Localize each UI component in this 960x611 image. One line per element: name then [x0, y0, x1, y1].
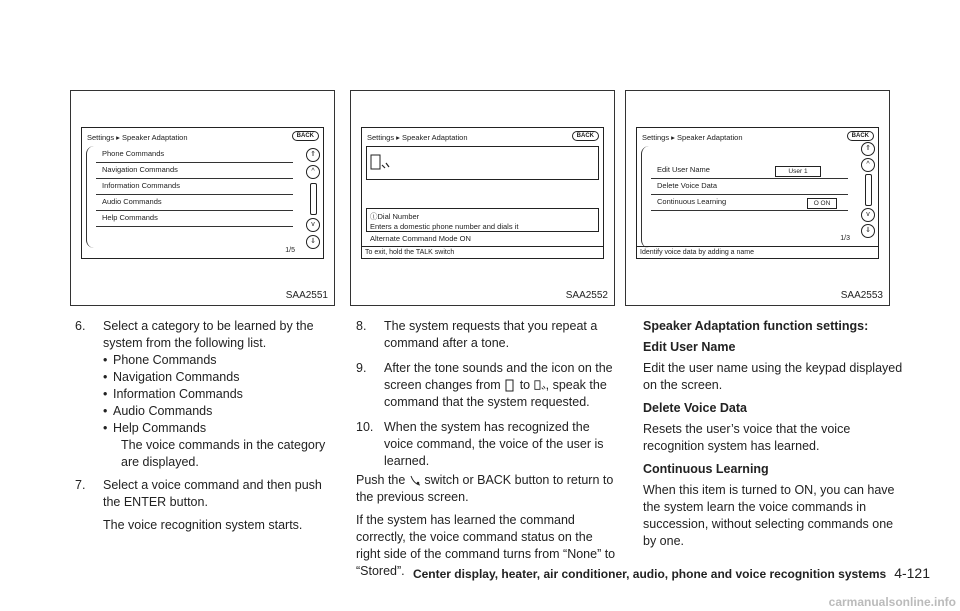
- step-text: The system requests that you repeat a command after a tone.: [384, 319, 598, 350]
- scroll-up-icon[interactable]: ⇑: [306, 148, 320, 162]
- screen-header: Settings ▸ Speaker Adaptation: [642, 133, 743, 142]
- step-7-note: The voice recognition system starts.: [103, 518, 303, 532]
- bullet-item: • Navigation Commands: [75, 369, 337, 386]
- info-title: Dial Number: [377, 212, 420, 221]
- figure-saa2552: [350, 90, 615, 306]
- step-number: 6.: [75, 319, 86, 333]
- voice-status-box: [366, 146, 599, 180]
- back-button[interactable]: BACK: [847, 131, 874, 141]
- figure-saa2551: [70, 90, 335, 306]
- step-text: Select a category to be learned by the system from the following list.: [103, 319, 314, 350]
- step-9-text-c: , speak the command that the system requested.: [384, 378, 607, 409]
- step-9-text-a: After the tone sounds and the icon on the screen changes from: [384, 361, 613, 392]
- text-edit-user-name: Edit the user name using the keypad displayed on the screen.: [643, 361, 903, 392]
- screen-settings: [636, 127, 879, 259]
- step-number: 9.: [356, 361, 367, 375]
- setting-label: Continuous Learning: [657, 197, 727, 206]
- text-delete-voice-data: Resets the user’s voice that the voice recognition system has learned.: [643, 422, 851, 453]
- setting-label: Edit User Name: [657, 165, 710, 174]
- step-number: 7.: [75, 478, 86, 492]
- bullet-item: • Information Commands: [75, 386, 337, 403]
- heading-continuous-learning: Continuous Learning: [643, 462, 769, 476]
- mode-text: Alternate Command Mode ON: [370, 234, 471, 243]
- screen-footer: To exit, hold the TALK switch: [362, 246, 603, 258]
- figure-code: SAA2552: [565, 290, 608, 301]
- scroll-up-icon[interactable]: ⇑: [861, 142, 875, 156]
- step-8: [356, 318, 620, 352]
- back-button[interactable]: BACK: [292, 131, 319, 141]
- back-button[interactable]: BACK: [572, 131, 599, 141]
- mic-waiting-icon: [504, 379, 516, 392]
- step-6: [75, 318, 337, 352]
- figure-code: SAA2553: [840, 290, 883, 301]
- speaking-icon: [534, 379, 546, 392]
- column-2: [356, 318, 620, 586]
- up-icon[interactable]: ^: [306, 165, 320, 179]
- step-text: When the system has recognized the voice command, the voice of the user is learned.: [384, 420, 604, 468]
- list-item[interactable]: Help Commands: [96, 210, 293, 227]
- screen-footer: Identify voice data by adding a name: [637, 246, 878, 258]
- push-text-a: Push the: [356, 473, 406, 487]
- text-continuous-learning: When this item is turned to ON, you can have the system learn the voice commands in succession, without selecting commands one by one.: [643, 483, 895, 548]
- figure-code: SAA2551: [285, 290, 328, 301]
- step-9-text-b: to: [519, 378, 531, 392]
- column-3: [643, 318, 908, 556]
- talk-switch-icon: [409, 474, 421, 487]
- list-item[interactable]: Phone Commands: [96, 146, 293, 163]
- scrollbar[interactable]: [310, 183, 317, 215]
- step-10: [356, 419, 620, 470]
- step-number: 10.: [356, 420, 374, 434]
- pager: 1/3: [840, 235, 850, 242]
- section-title: Speaker Adaptation function settings:: [643, 319, 869, 333]
- down-icon[interactable]: v: [861, 208, 875, 222]
- column-1: [75, 318, 337, 540]
- step-7: [75, 477, 337, 511]
- list-item[interactable]: Audio Commands: [96, 194, 293, 211]
- push-text-b: switch or BACK button to return to the previous screen.: [356, 473, 614, 504]
- heading-edit-user-name: Edit User Name: [643, 340, 736, 354]
- down-icon[interactable]: v: [306, 218, 320, 232]
- info-body: Enters a domestic phone number and dials it: [370, 222, 519, 231]
- up-icon[interactable]: ^: [861, 158, 875, 172]
- step-text: Select a voice command and then push the ENTER button.: [103, 478, 322, 509]
- page-footer: [413, 565, 930, 581]
- user-name-value: User 1: [775, 166, 821, 177]
- scroll-down-icon[interactable]: ⇓: [306, 235, 320, 249]
- step-9: [356, 360, 620, 411]
- page-number: 4-121: [894, 565, 930, 581]
- bullet-note: The voice commands in the category are displayed.: [121, 438, 326, 469]
- screen-header: Settings ▸ Speaker Adaptation: [87, 133, 188, 142]
- speaking-icon: [369, 153, 393, 175]
- bullet-item: • Help Commands: [75, 420, 337, 437]
- list-item[interactable]: Information Commands: [96, 178, 293, 195]
- section-name: Center display, heater, air conditioner, audio, phone and voice recognition systems: [412, 567, 887, 581]
- learned-text: If the system has learned the command correctly, the voice command status on the right side of the command turns from “None” to “Stored”.: [356, 513, 616, 578]
- step-number: 8.: [356, 319, 367, 333]
- bullet-item: • Audio Commands: [75, 403, 337, 420]
- push-talk-text: [356, 472, 620, 506]
- scrollbar[interactable]: [865, 174, 872, 206]
- continuous-learning-toggle[interactable]: O ON: [807, 198, 837, 209]
- screen-voice-prompt: [361, 127, 604, 259]
- screen-header: Settings ▸ Speaker Adaptation: [367, 133, 468, 142]
- setting-row-delete-voice-data[interactable]: [651, 178, 848, 195]
- setting-label: Delete Voice Data: [657, 181, 718, 190]
- screen-category-list: [81, 127, 324, 259]
- scroll-down-icon[interactable]: ⇓: [861, 224, 875, 238]
- list-item[interactable]: Navigation Commands: [96, 162, 293, 179]
- watermark: carmanualsonline.info: [828, 595, 956, 609]
- info-box: [366, 208, 599, 232]
- pager: 1/5: [285, 247, 295, 254]
- heading-delete-voice-data: Delete Voice Data: [643, 401, 747, 415]
- step-text: [384, 360, 620, 411]
- figure-saa2553: [625, 90, 890, 306]
- info-icon: ⓘ: [370, 212, 378, 221]
- bullet-item: • Phone Commands: [75, 352, 337, 369]
